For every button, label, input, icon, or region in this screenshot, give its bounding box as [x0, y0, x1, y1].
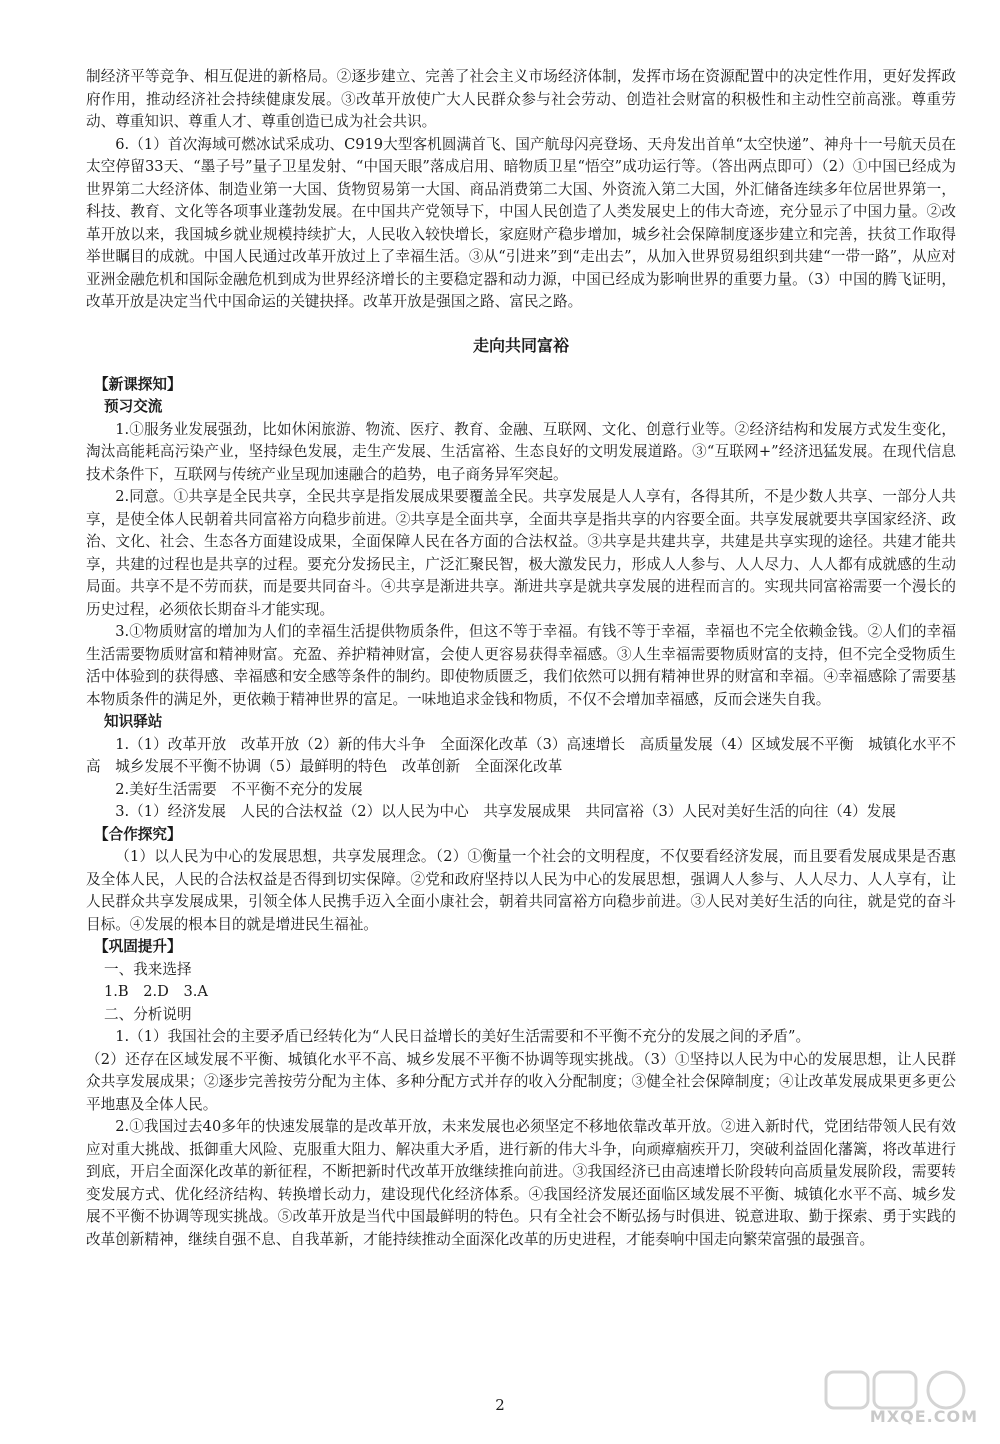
paragraph-q6: 6.（1）首次海域可燃冰试采成功、C919大型客机圆满首飞、国产航母闪亮登场、天舟发出首单“太空快递”、神舟十一号航天员在太空停留33天、“墨子号”量子卫星发射、“中国天眼”落成启用、暗物质卫星“悟空”成功运行等。（答出两点即可）（2）①中国已经成为世界第二大经济体、制造业第一大国、货物贸易第一大国、商品消费第二大国、外资流入第二大国，外汇储备连续多年位居世界第一，科技、教育、文化等各项事业蓬勃发展。在中国共产党领导下，中国人民创造了人类发展史上的伟大奇迹，充分显示了中国力量。②改革开放以来，我国城乡就业规模持续扩大，人民收入较快增长，家庭财产稳步增加，城乡社会保障制度逐步建立和完善，扶贫工作取得举世瞩目的成就。中国人民通过改革开放过上了幸福生活。③从“引进来”到“走出去”，从加入世界贸易组织到共建“一带一路”，从应对亚洲金融危机和国际金融危机到成为世界经济增长的主要稳定器和动力源，中国已经成为影响世界的重要力量。（3）中国的腾飞证明，改革开放是决定当代中国命运的关键抉择。改革开放是强国之路、富民之路。	[86, 135, 956, 310]
preview-answer-2: 2.同意。①共享是全民共享，全民共享是指发展成果要覆盖全民。共享发展是人人享有，各得其所，不是少数人共享、一部分人共享，是使全体人民朝着共同富裕方向稳步前进。②共享是全面共享，全面共享是指共享的内容要全面。共享发展就要共享国家经济、政治、文化、社会、生态各方面建设成果，全面保障人民在各方面的合法权益。③共享是共建共享，共建是共享实现的途径。共建才能共享，共建的过程也是共享的过程。要充分发扬民主，广泛汇聚民智，极大激发民力，形成人人参与、人人尽力、人人都有成就感的生动局面。共享不是不劳而获，而是要共同奋斗。④共享是渐进共享。渐进共享是就共享发展的进程而言的。实现共同富裕需要一个漫长的历史过程，必须依长期奋斗才能实现。	[86, 488, 956, 618]
knowledge-answer-2: 2.美好生活需要 不平衡不充分的发展	[115, 780, 363, 798]
choice-heading: 一、我来选择	[104, 960, 192, 978]
knowledge-answer-1: 1.（1）改革开放 改革开放（2）新的伟大斗争 全面深化改革（3）高速增长 高质量发展（4）区域发展不平衡 城镇化水平不高 城乡发展不平衡不协调（5）最鲜明的特色 改革创新 全面深化改革	[86, 735, 956, 775]
preview-answer-1: 1.①服务业发展强劲，比如休闲旅游、物流、医疗、教育、金融、互联网、文化、创意行业等。②经济结构和发展方式发生变化，淘汰高能耗高污染产业，坚持绿色发展，走生产发展、生活富裕、生态良好的文明发展道路。③“互联网+”经济迅猛发展。在现代信息技术条件下，互联网与传统产业呈现加速融合的趋势，电子商务异军突起。	[86, 420, 956, 483]
watermark-text: MXQE.COM	[869, 1407, 978, 1426]
knowledge-answer-3: 3.（1）经济发展 人民的合法权益（2）以人民为中心 共享发展成果 共同富裕（3）人民对美好生活的向往（4）发展	[115, 803, 896, 820]
choice-answers: 1.B 2.D 3.A	[104, 983, 208, 1000]
analysis-answer-2: 2.①我国过去40多年的快速发展靠的是改革开放，未来发展也必须坚定不移地依靠改革开放。②进入新时代，党团结带领人民有效应对重大挑战、抵御重大风险、克服重大阻力、解决重大矛盾，进行新的伟大斗争，向顽瘴痼疾开刀，突破利益固化藩篱，将改革进行到底，开启全面深化改革的新征程，不断把新时代改革开放继续推向前进。③我国经济已由高速增长阶段转向高质量发展阶段，需要转变发展方式、优化经济结构、转换增长动力，建设现代化经济体系。④我国经济发展还面临区域发展不平衡、城镇化水平不高、城乡发展不平衡不协调等现实挑战。⑤改革开放是当代中国最鲜明的特色。只有全社会不断弘扬与时俱进、锐意进取、勤于探索、勇于实践的改革创新精神，继续自强不息、自我革新，才能持续推动全面深化改革的历史进程，才能奏响中国走向繁荣富强的最强音。	[86, 1118, 956, 1248]
paragraph-continued: 制经济平等竞争、相互促进的新格局。②逐步建立、完善了社会主义市场经济体制，发挥市场在资源配置中的决定性作用，更好发挥政府作用，推动经济社会持续健康发展。③改革开放使广大人民群众参与社会劳动、创造社会财富的积极性和主动性空前高涨。尊重劳动、尊重知识、尊重人才、尊重创造已成为社会共识。	[86, 68, 956, 130]
cooperation-answer: （1）以人民为中心的发展思想，共享发展理念。（2）①衡量一个社会的文明程度，不仅要看经济发展，而且要看发展成果是否惠及全体人民，人民的合法权益是否得到切实保障。②党和政府坚持以人民为中心的发展思想，强调人人参与、人人尽力、人人享有，让人民群众共享发展成果，引领全体人民携手迈入全面小康社会，朝着共同富裕方向稳步前进。③人民对美好生活的向往，就是党的奋斗目标。④发展的根本目的就是增进民生福祉。	[86, 848, 956, 933]
subheading-knowledge: 知识驿站	[104, 713, 163, 730]
analysis-heading: 二、分析说明	[104, 1005, 192, 1023]
watermark-logo	[822, 1366, 992, 1436]
preview-answer-3: 3.①物质财富的增加为人们的幸福生活提供物质条件，但这不等于幸福。有钱不等于幸福，幸福也不完全依赖金钱。②人们的幸福生活需要物质财富和精神财富。充盈、养护精神财富，会使人更容易获得幸福感。③人生幸福需要物质财富的支持，但不完全受物质生活中体验到的获得感、幸福感和安全感等条件的制约。即使物质匮乏，我们依然可以拥有精神世界的财富和幸福。④幸福感除了需要基本物质条件的满足外，更依赖于精神世界的富足。一味地追求金钱和物质，不仅不会增加幸福感，反而会迷失自我。	[86, 623, 956, 708]
analysis-answer-1-continued: （2）还存在区域发展不平衡、城镇化水平不高、城乡发展不平衡不协调等现实挑战。（3）①坚持以人民为中心的发展思想，让人民群众共享发展成果；②逐步完善按劳分配为主体、多种分配方式并存的收入分配制度；③健全社会保障制度；④让改革发展成果更多更公平地惠及全体人民。	[86, 1050, 956, 1113]
section-heading-new-lesson: 【新课探知】	[94, 375, 182, 393]
answer-page	[86, 66, 956, 1251]
analysis-answer-1: 1.（1）我国社会的主要矛盾已经转化为“人民日益增长的美好生活需要和不平衡不充分的发展之间的矛盾”。	[115, 1028, 811, 1045]
section-heading-consolidation: 【巩固提升】	[94, 938, 182, 955]
page-number: 2	[495, 1396, 505, 1414]
section-heading-cooperation: 【合作探究】	[94, 825, 182, 843]
section-title: 走向共同富裕	[472, 335, 569, 355]
subheading-preview: 预习交流	[104, 398, 163, 415]
